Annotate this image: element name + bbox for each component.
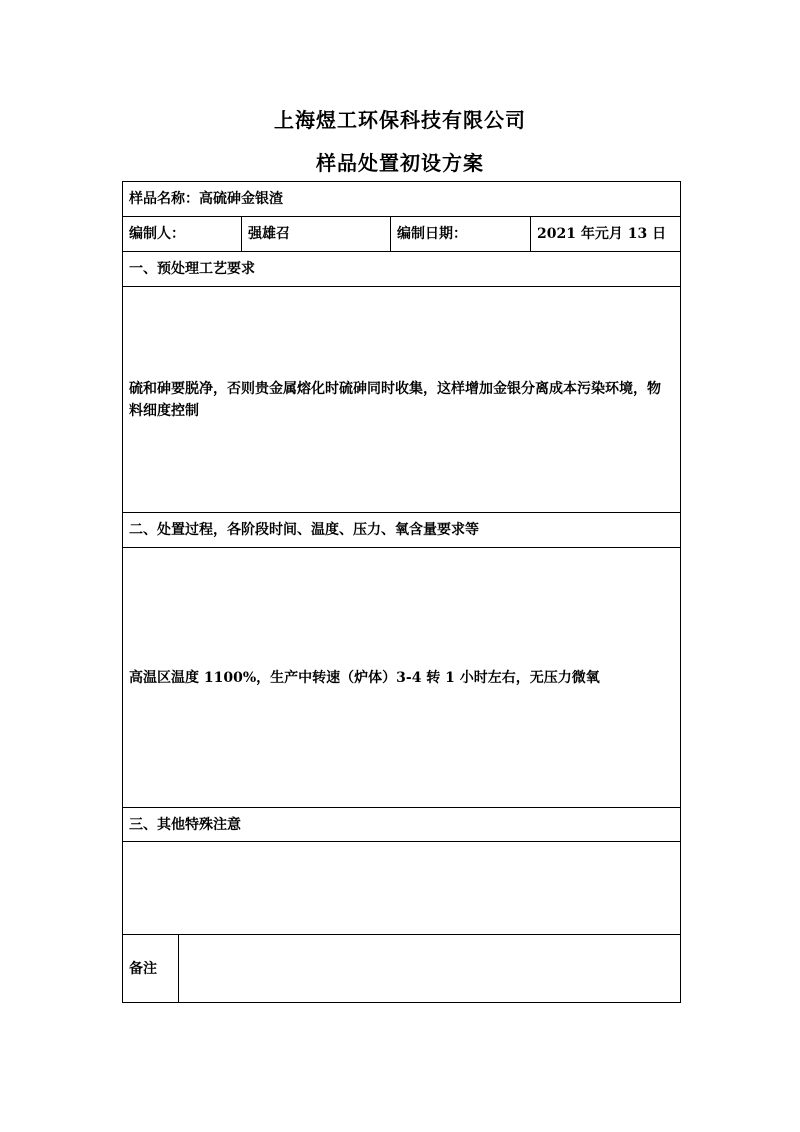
section2-content-row xyxy=(123,548,681,808)
section1-header-row xyxy=(123,252,681,287)
section3-content-row xyxy=(123,842,681,935)
date-label: 编制日期： xyxy=(391,217,531,252)
remark-row xyxy=(123,935,681,1003)
section1-content-row xyxy=(123,287,681,513)
document-title: 样品处置初设方案 xyxy=(316,151,484,175)
section2-content: 高温区温度 1100%，生产中转速（炉体）3-4 转 1 小时左右，无压力微氧 xyxy=(123,548,681,808)
section2-title: 二、处置过程，各阶段时间、温度、压力、氧含量要求等 xyxy=(123,513,681,548)
section1-content: 硫和砷要脱净，否则贵金属熔化时硫砷同时收集，这样增加金银分离成本污染环境，物料细度控制 xyxy=(123,287,681,513)
sample-name-cell xyxy=(123,182,681,217)
date-value: 2021 年元月 13 日 xyxy=(531,217,681,252)
author-date-row xyxy=(123,217,681,252)
section3-content xyxy=(123,842,681,935)
section3-title: 三、其他特殊注意 xyxy=(123,808,681,842)
remark-value xyxy=(179,935,681,1003)
sample-name-value: 高硫砷金银渣 xyxy=(199,191,283,207)
company-name: 上海煜工环保科技有限公司 xyxy=(274,108,526,132)
section2-header-row xyxy=(123,513,681,548)
sample-plan-form xyxy=(122,181,681,1003)
author-label: 编制人： xyxy=(123,217,242,252)
remark-label: 备注 xyxy=(123,935,179,1003)
sample-name-row xyxy=(123,182,681,217)
section3-header-row xyxy=(123,808,681,842)
section1-title: 一、预处理工艺要求 xyxy=(123,252,681,287)
sample-name-label: 样品名称： xyxy=(129,191,199,207)
author-value: 强雄召 xyxy=(242,217,391,252)
